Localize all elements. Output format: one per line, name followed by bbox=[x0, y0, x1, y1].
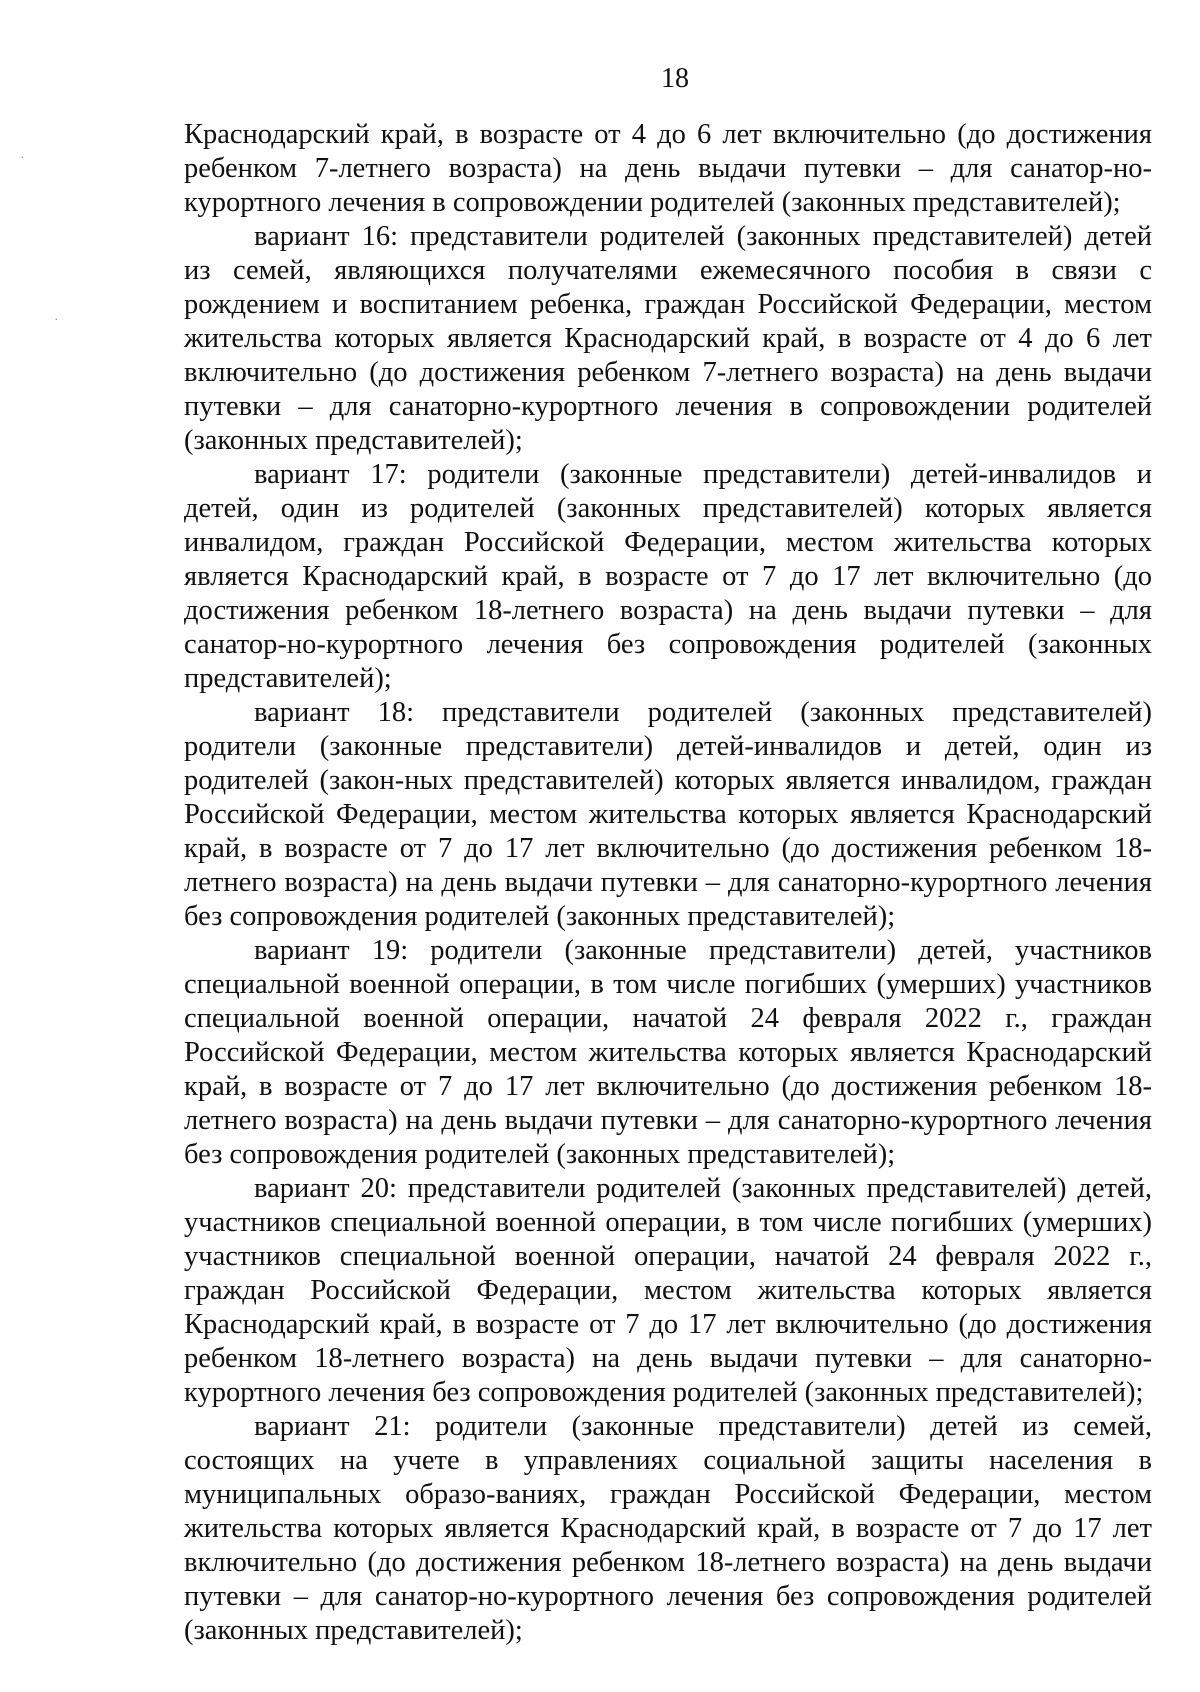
paragraph-variant-16: вариант 16: представители родителей (законных представителей) детей из семей, являющихся получателями ежемесячного пособия в связи с рождением и воспитанием ребенка, граждан Российской Федерации, местом жительства которых является Краснодарский край, в возрасте от 4 до 6 лет включительно (до достижения ребенком 7-летнего возраста) на день выдачи путевки – для санаторно-курортного лечения в сопровождении родителей (законных представителей); bbox=[184, 221, 1152, 456]
paragraph-variant-19: вариант 19: родители (законные представители) детей, участников специальной военной операции, в том числе погибших (умерших) участников специальной военной операции, начатой 24 февраля 2022 г., граждан Российской Федерации, местом жительства которых является Краснодарский край, в возрасте от 7 до 17 лет включительно (до достижения ребенком 18-летнего возраста) на день выдачи путевки – для санаторно-курортного лечения без сопровождения родителей (законных представителей); bbox=[184, 935, 1152, 1170]
paragraph-variant-17: вариант 17: родители (законные представители) детей-инвалидов и детей, один из родителей (законных представителей) которых является инвалидом, граждан Российской Федерации, местом жительства которых является Краснодарский край, в возрасте от 7 до 17 лет включительно (до достижения ребенком 18-летнего возраста) на день выдачи путевки – для санатор-но-курортного лечения без сопровождения родителей (законных представителей); bbox=[184, 459, 1152, 694]
paragraph-variant-18: вариант 18: представители родителей (законных представителей) родители (законные представители) детей-инвалидов и детей, один из родителей (закон-ных представителей) которых является инвалидом, граждан Российской Федерации, местом жительства которых является Краснодарский край, в возрасте от 7 до 17 лет включительно (до достижения ребенком 18-летнего возраста) на день выдачи путевки – для санаторно-курортного лечения без сопровождения родителей (законных представителей); bbox=[184, 697, 1152, 932]
paragraph-continuation: Краснодарский край, в возрасте от 4 до 6 лет включительно (до достижения ребенком 7-летнего возраста) на день выдачи путевки – для санатор-но-курортного лечения в сопровождении родителей (законных представителей); bbox=[184, 119, 1152, 218]
paragraph-variant-21: вариант 21: родители (законные представители) детей из семей, состоящих на учете в управлениях социальной защиты населения в муниципальных образо-ваниях, граждан Российской Федерации, местом жительства которых является Краснодарский край, в возрасте от 7 до 17 лет включительно (до достижения ребенком 18-летнего возраста) на день выдачи путевки – для санатор-но-курортного лечения без сопровождения родителей (законных представителей); bbox=[184, 1411, 1152, 1646]
scan-speck: · bbox=[54, 313, 59, 328]
page-number: 18 bbox=[661, 63, 689, 94]
scan-speck: · bbox=[20, 151, 25, 166]
document-body bbox=[184, 118, 1152, 1648]
paragraph-variant-20: вариант 20: представители родителей (законных представителей) детей, участников специальной военной операции, в том числе погибших (умерших) участников специальной военной операции, начатой 24 февраля 2022 г., граждан Российской Федерации, местом жительства которых является Краснодарский край, в возрасте от 7 до 17 лет включительно (до достижения ребенком 18-летнего возраста) на день выдачи путевки – для санаторно-курортного лечения без сопровождения родителей (законных представителей); bbox=[184, 1173, 1152, 1408]
